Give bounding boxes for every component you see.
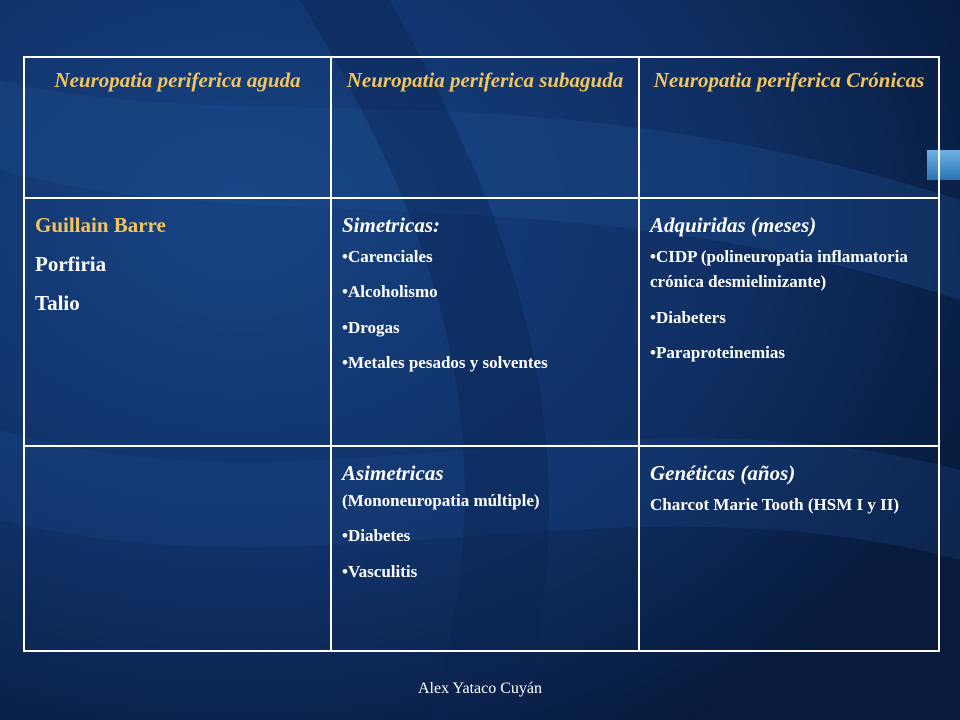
simetricas-list xyxy=(342,244,628,376)
adquiridas-list xyxy=(650,244,928,366)
list-item: •Carenciales xyxy=(342,246,433,266)
slide-footer: Alex Yataco Cuyán xyxy=(418,680,542,697)
list-item: •Diabeters xyxy=(650,307,726,327)
cell-asimetricas xyxy=(331,446,639,651)
asimetricas-subtitle: (Mononeuropatia múltiple) xyxy=(342,490,540,510)
cell-geneticas xyxy=(639,446,939,651)
item-talio: Talio xyxy=(35,291,80,316)
asimetricas-list xyxy=(342,523,628,584)
empty-cell xyxy=(24,446,331,651)
header-cell-subaguda: Neuropatia periferica subaguda xyxy=(331,57,639,198)
cell-aguda-list xyxy=(24,198,331,446)
list-item: •Metales pesados y solventes xyxy=(342,353,548,373)
list-item: •Drogas xyxy=(342,317,400,337)
simetricas-title: Simetricas: xyxy=(342,212,440,237)
asimetricas-title: Asimetricas xyxy=(342,460,444,485)
neuropathy-table xyxy=(23,56,940,652)
list-item: •Vasculitis xyxy=(342,561,418,581)
list-item: •Diabetes xyxy=(342,526,411,546)
header-cell-cronicas: Neuropatia periferica Crónicas xyxy=(639,57,939,198)
adquiridas-title: Adquiridas (meses) xyxy=(650,212,817,237)
cell-simetricas xyxy=(331,198,639,446)
table-row xyxy=(24,198,939,446)
table-row xyxy=(24,446,939,651)
list-item: •CIDP (polineuropatia inflamatoria crónica desmielinizante) xyxy=(650,246,908,292)
cell-adquiridas xyxy=(639,198,939,446)
item-porfiria: Porfiria xyxy=(35,252,107,277)
list-item: •Alcoholismo xyxy=(342,282,438,302)
table-header-row xyxy=(24,57,939,198)
geneticas-subtitle: Charcot Marie Tooth (HSM I y II) xyxy=(650,494,900,514)
header-cell-aguda: Neuropatia periferica aguda xyxy=(24,57,331,198)
geneticas-title: Genéticas (años) xyxy=(650,460,796,485)
list-item: •Paraproteinemias xyxy=(650,343,786,363)
item-guillain-barre: Guillain Barre xyxy=(35,212,166,237)
